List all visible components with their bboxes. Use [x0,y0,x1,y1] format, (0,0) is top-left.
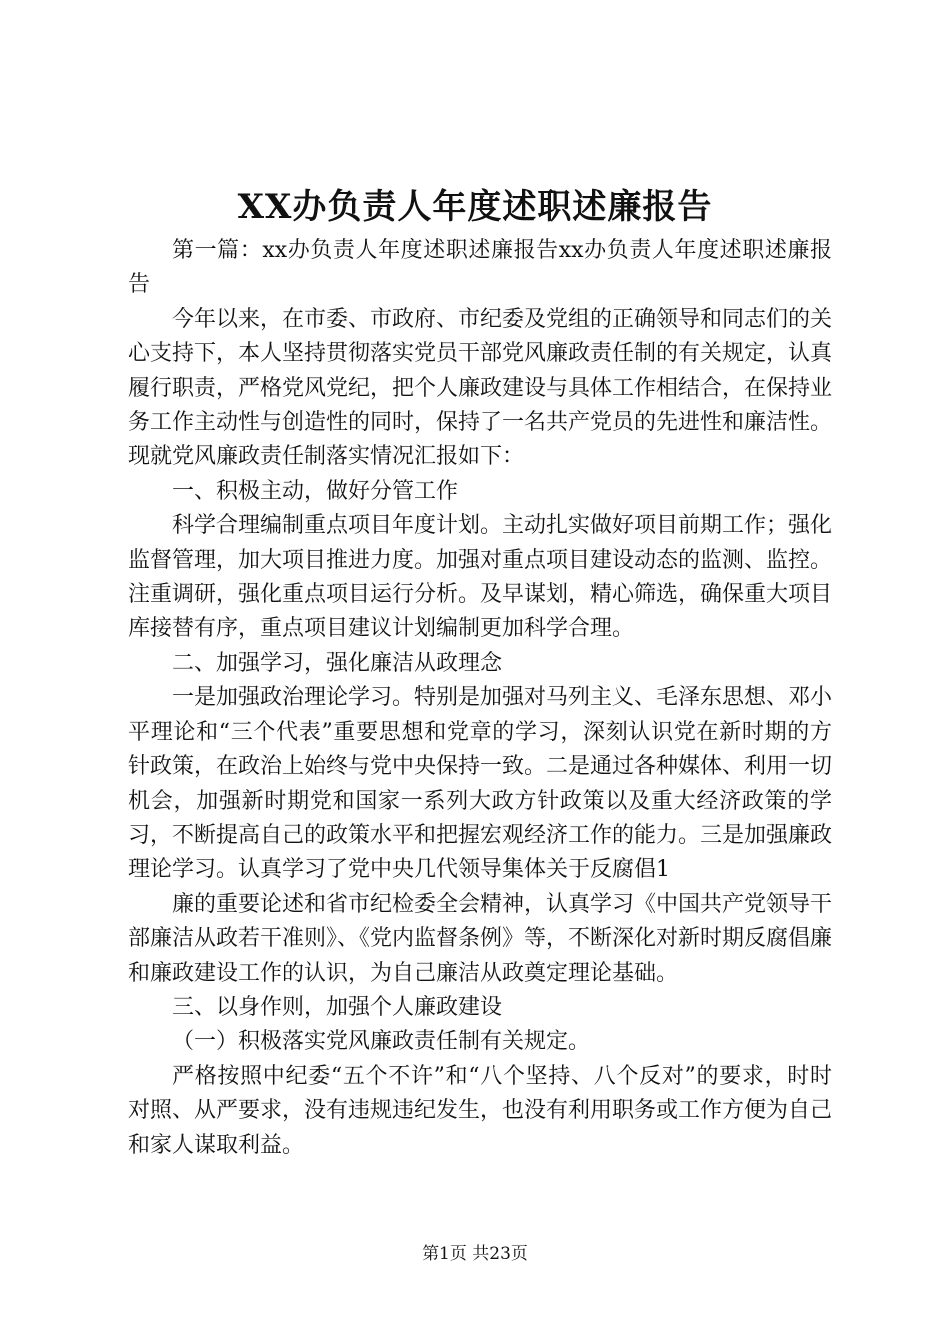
paragraph: 严格按照中纪委“五个不许”和“八个坚持、八个反对”的要求，时时对照、从严要求，没有违规违纪发生，也没有利用职务或工作方便为自己和家人谋取利益。 [128,1063,833,1158]
document-title: XX办负责人年度述职述廉报告 [237,187,713,227]
section-heading: 三、以身作则，加强个人廉政建设 [172,994,503,1020]
page-footer: 第1页 共23页 [422,1244,528,1264]
subsection-heading: （一）积极落实党风廉政责任制有关规定。 [172,1029,591,1055]
document-body [128,234,832,1163]
paragraph: 今年以来，在市委、市政府、市纪委及党组的正确领导和同志们的关心支持下，本人坚持贯彻落实党员干部党风廉政责任制的有关规定，认真履行职责，严格党风党纪，把个人廉政建设与具体工作相结合，在保持业务工作主动性与创造性的同时，保持了一名共产党员的先进性和廉洁性。现就党风廉政责任制落实情况汇报如下： [128,306,833,470]
section-heading: 二、加强学习，强化廉洁从政理念 [172,650,503,676]
paragraph: 科学合理编制重点项目年度计划。主动扎实做好项目前期工作；强化监督管理，加大项目推进力度。加强对重点项目建设动态的监测、监控。注重调研，强化重点项目运行分析。及早谋划，精心筛选，确保重大项目库接替有序，重点项目建议计划编制更加科学合理。 [128,513,833,642]
paragraph: 一是加强政治理论学习。特别是加强对马列主义、毛泽东思想、邓小平理论和“三个代表”重要思想和党章的学习，深刻认识党在新时期的方针政策，在政治上始终与党中央保持一致。二是通过各种媒体、利用一切机会，加强新时期党和国家一系列大政方针政策以及重大经济政策的学习，不断提高自己的政策水平和把握宏观经济工作的能力。三是加强廉政理论学习。认真学习了党中央几代领导集体关于反腐倡1 [128,685,833,883]
section-heading: 一、积极主动，做好分管工作 [172,478,459,504]
paragraph: 廉的重要论述和省市纪检委全会精神，认真学习《中国共产党领导干部廉洁从政若干准则》、《党内监督条例》等，不断深化对新时期反腐倡廉和廉政建设工作的认识，为自己廉洁从政奠定理论基础。 [128,891,833,986]
paragraph: 第一篇：xx办负责人年度述职述廉报告xx办负责人年度述职述廉报告 [128,238,832,298]
